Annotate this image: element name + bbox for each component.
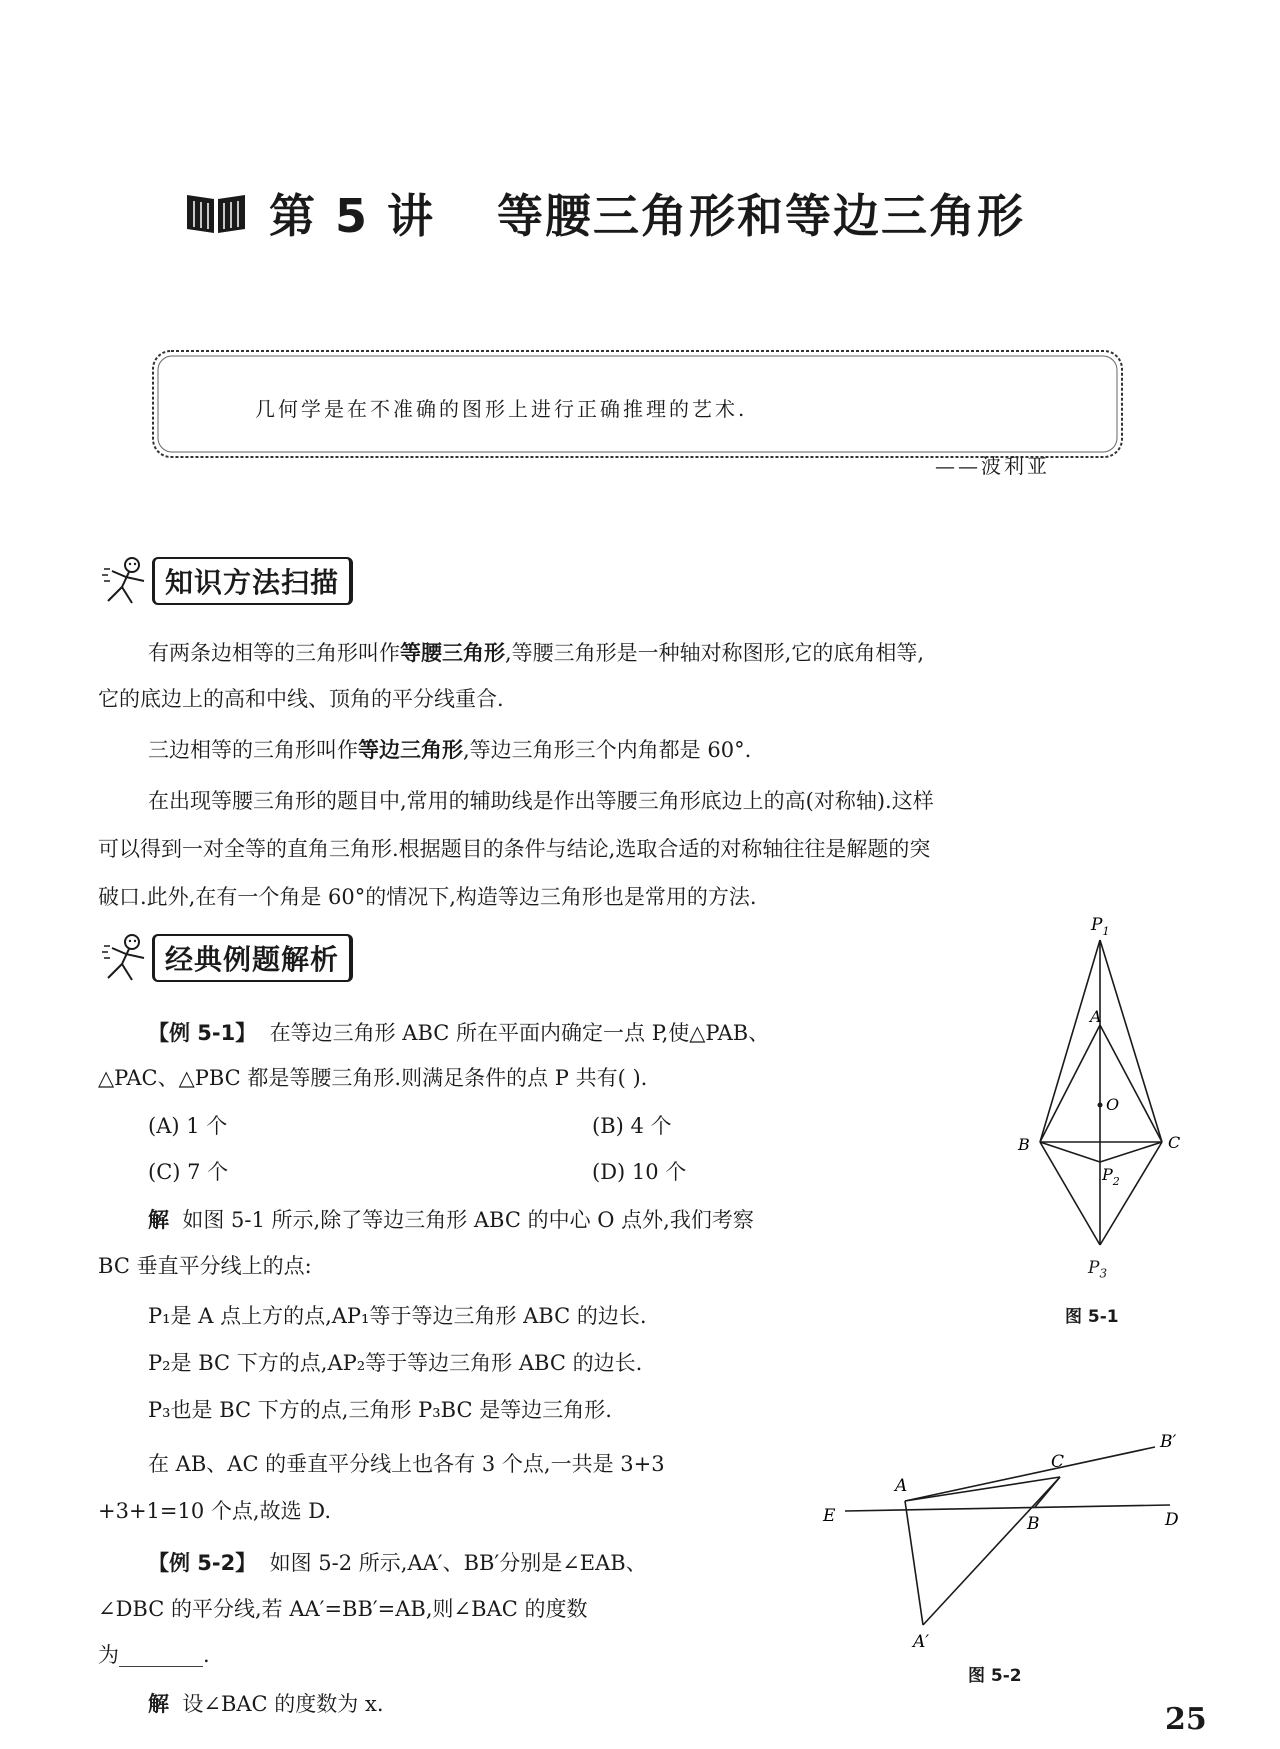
- quote-author: ——波利亚: [935, 454, 1050, 478]
- text-run: 在等边三角形 ABC 所在平面内确定一点 P,使△PAB、: [269, 1021, 770, 1045]
- book-icon: [185, 191, 247, 235]
- segment-A-prime-C: [923, 1477, 1060, 1625]
- text-run: ,等边三角形三个内角都是 60°.: [463, 738, 752, 762]
- figure-5-1-caption: 图 5-1: [1065, 1307, 1119, 1327]
- segment-AB-prime: [905, 1447, 1155, 1501]
- solution1-line5: P₃也是 BC 下方的点,三角形 P₃BC 是等边三角形.: [148, 1398, 612, 1422]
- figure-5-2-caption: 图 5-2: [968, 1666, 1022, 1686]
- solution-label: 解: [148, 1692, 169, 1716]
- solution1-line3: P₁是 A 点上方的点,AP₁等于等边三角形 ABC 的边长.: [148, 1304, 647, 1328]
- label-D: D: [1165, 1510, 1179, 1530]
- knowledge-paragraph-1a: [148, 630, 924, 676]
- lecture-number: 第 5 讲: [269, 189, 436, 243]
- text-run: 如图 5-1 所示,除了等边三角形 ABC 的中心 O 点外,我们考察: [182, 1208, 754, 1232]
- lecture-name: 等腰三角形和等边三角形: [497, 189, 1026, 243]
- segment-BP3: [1040, 1142, 1100, 1245]
- knowledge-paragraph-3c: 破口.此外,在有一个角是 60°的情况下,构造等边三角形也是常用的方法.: [98, 885, 757, 909]
- running-figure-icon: [100, 555, 148, 607]
- figure-5-1: [1000, 900, 1200, 1260]
- label-P3-letter: P: [1088, 1258, 1100, 1278]
- text-run: 如图 5-2 所示,AA′、BB′分别是∠EAB、: [269, 1551, 647, 1575]
- running-figure-icon: [100, 932, 148, 984]
- option-c: (C) 7 个: [148, 1160, 229, 1184]
- example2-label: 【例 5-2】: [148, 1551, 257, 1575]
- page-number: 25: [1165, 1702, 1207, 1737]
- label-P3: [1088, 1258, 1107, 1280]
- solution1-line2: BC 垂直平分线上的点:: [98, 1254, 312, 1278]
- solution1-line4: P₂是 BC 下方的点,AP₂等于等边三角形 ABC 的边长.: [148, 1351, 643, 1375]
- text-run: 有两条边相等的三角形叫作: [148, 641, 400, 665]
- label-C: C: [1168, 1133, 1181, 1152]
- segment-AC: [905, 1477, 1060, 1501]
- knowledge-paragraph-2: [148, 727, 751, 773]
- segment-AA-prime: [905, 1501, 923, 1625]
- label-O: O: [1106, 1095, 1120, 1114]
- section-header-knowledge: [100, 553, 353, 609]
- line-ED: [845, 1505, 1170, 1511]
- section-title-examples: 经典例题解析: [152, 934, 353, 982]
- knowledge-paragraph-1b: 它的底边上的高和中线、顶角的平分线重合.: [98, 687, 504, 711]
- label-P1: $P_1$: [1091, 915, 1110, 938]
- label-A: A: [895, 1476, 908, 1496]
- label-B-prime: B′: [1160, 1432, 1177, 1452]
- option-a: (A) 1 个: [148, 1114, 228, 1138]
- term-isosceles: 等腰三角形: [400, 641, 505, 665]
- text-run: 设∠BAC 的度数为 x.: [182, 1692, 384, 1716]
- example2-line1: [148, 1540, 647, 1586]
- label-A-prime: A′: [913, 1632, 930, 1652]
- solution-label: 解: [148, 1208, 169, 1232]
- label-B: B: [1027, 1514, 1040, 1534]
- solution1-line7: +3+1=10 个点,故选 D.: [98, 1499, 332, 1523]
- solution1-line1: [148, 1197, 754, 1243]
- label-C: C: [1051, 1452, 1065, 1472]
- example1-line2: △PAC、△PBC 都是等腰三角形.则满足条件的点 P 共有( ).: [98, 1066, 648, 1090]
- segment-CP3: [1100, 1142, 1162, 1245]
- example2-line3: 为________.: [98, 1643, 210, 1667]
- solution2-line1: [148, 1681, 384, 1727]
- text-run: ,等腰三角形是一种轴对称图形,它的底角相等,: [505, 641, 925, 665]
- example2-line2: ∠DBC 的平分线,若 AA′=BB′=AB,则∠BAC 的度数: [98, 1597, 588, 1621]
- section-header-examples: [100, 930, 353, 986]
- example1-label: 【例 5-1】: [148, 1021, 257, 1045]
- solution1-line6: 在 AB、AC 的垂直平分线上也各有 3 个点,一共是 3+3: [148, 1452, 665, 1476]
- label-A: A: [1090, 1007, 1102, 1026]
- figure-5-2: [815, 1425, 1200, 1655]
- label-E: E: [823, 1506, 836, 1526]
- example1-line1: [148, 1010, 769, 1056]
- point-O: [1098, 1103, 1103, 1108]
- section-title-knowledge: 知识方法扫描: [152, 557, 353, 605]
- option-d: (D) 10 个: [592, 1160, 687, 1184]
- knowledge-paragraph-3b: 可以得到一对全等的直角三角形.根据题目的条件与结论,选取合适的对称轴往往是解题的突: [98, 837, 931, 861]
- term-equilateral: 等边三角形: [358, 738, 463, 762]
- text-run: 三边相等的三角形叫作: [148, 738, 358, 762]
- quote-text: 几何学是在不准确的图形上进行正确推理的艺术.: [255, 397, 748, 421]
- page-title: [185, 178, 1025, 248]
- label-B: B: [1018, 1135, 1030, 1154]
- label-P2: $P_2$: [1102, 1165, 1120, 1188]
- option-b: (B) 4 个: [592, 1114, 672, 1138]
- label-P3-sub: 3: [1099, 1266, 1108, 1281]
- knowledge-paragraph-3a: 在出现等腰三角形的题目中,常用的辅助线是作出等腰三角形底边上的高(对称轴).这样: [148, 789, 934, 813]
